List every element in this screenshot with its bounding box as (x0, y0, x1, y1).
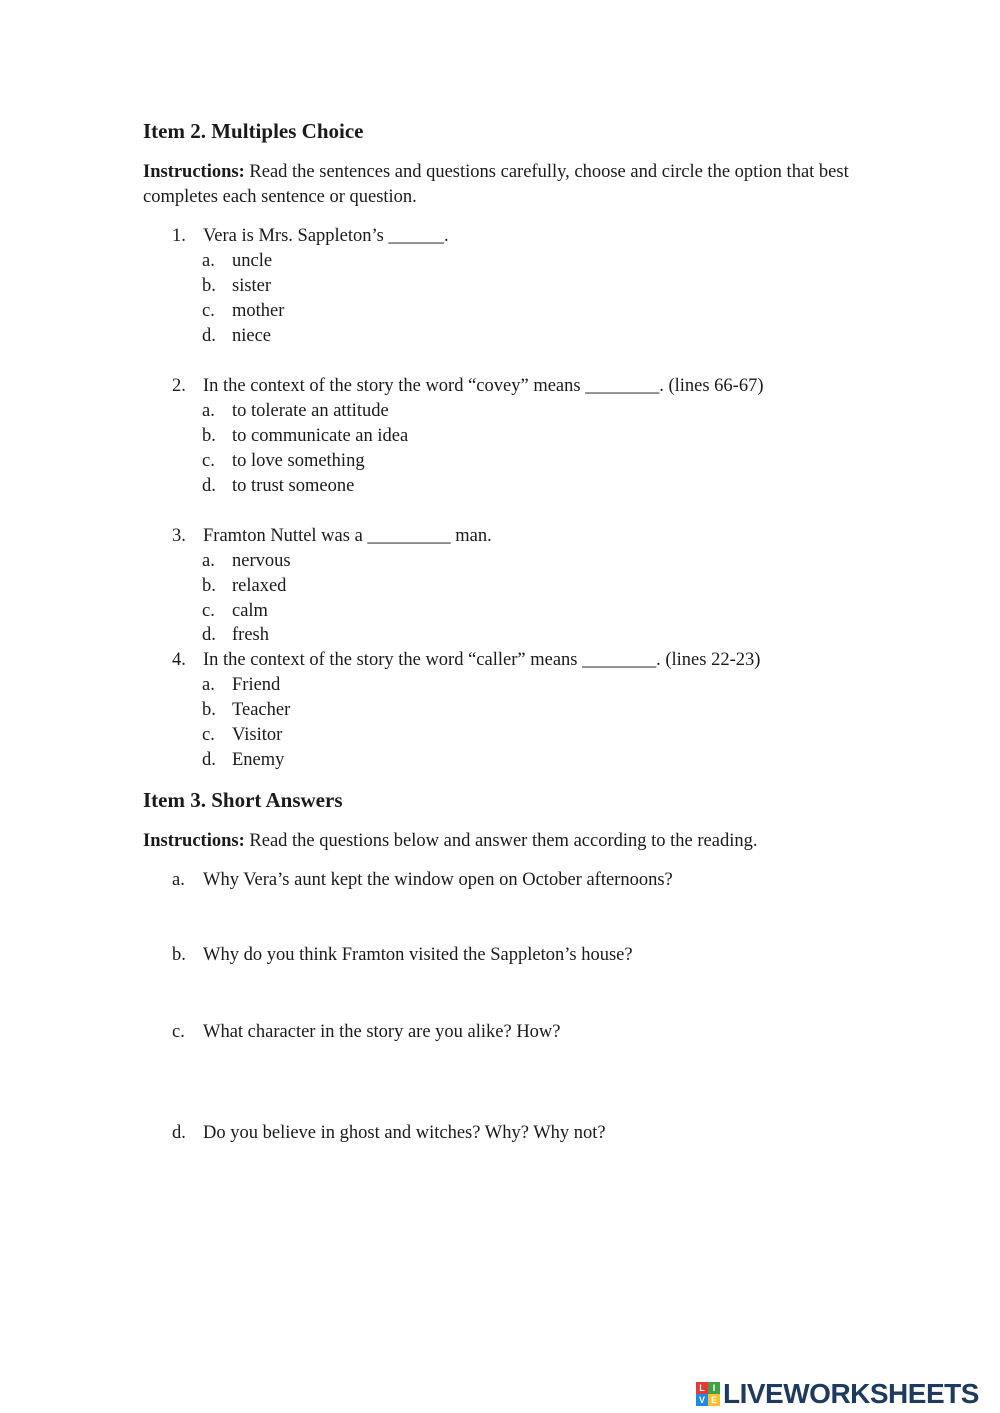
option-3c[interactable] (202, 599, 268, 624)
logo-mark-l: L (696, 1382, 708, 1394)
option-text: Friend (232, 675, 281, 695)
question-letter: d. (172, 1123, 186, 1143)
option-4c[interactable] (202, 723, 282, 748)
short-question-c (172, 1020, 561, 1045)
option-text: nervous (232, 551, 291, 571)
option-2a[interactable] (202, 399, 389, 424)
short-question-a (172, 868, 673, 893)
option-2b[interactable] (202, 424, 408, 449)
section-2-instructions (143, 160, 863, 210)
question-text: Vera is Mrs. Sappleton’s ______. (203, 226, 449, 246)
option-2d[interactable] (202, 474, 354, 499)
instructions-text: Read the questions below and answer them according to the reading. (244, 831, 758, 851)
question-text: What character in the story are you alike? How? (203, 1022, 561, 1042)
option-text: calm (232, 601, 268, 621)
liveworksheets-logo (696, 1378, 979, 1410)
option-text: mother (232, 301, 285, 321)
option-3b[interactable] (202, 574, 286, 599)
option-1b[interactable] (202, 274, 271, 299)
option-text: to communicate an idea (232, 426, 409, 446)
option-letter: c. (202, 725, 215, 745)
question-text: Why Vera’s aunt kept the window open on October afternoons? (203, 870, 673, 890)
option-letter: d. (202, 326, 216, 346)
option-text: to tolerate an attitude (232, 401, 389, 421)
option-letter: a. (202, 675, 215, 695)
section-3-instructions (143, 829, 863, 854)
option-letter: b. (202, 700, 216, 720)
question-letter: c. (172, 1022, 185, 1042)
option-text: relaxed (232, 576, 287, 596)
option-letter: d. (202, 750, 216, 770)
option-1d[interactable] (202, 324, 271, 349)
option-4d[interactable] (202, 748, 284, 773)
option-letter: a. (202, 401, 215, 421)
option-1a[interactable] (202, 249, 272, 274)
option-text: sister (232, 276, 272, 296)
option-text: Enemy (232, 750, 285, 770)
question-text: In the context of the story the word “covey” means ________. (lines 66-67) (203, 376, 764, 396)
option-letter: c. (202, 601, 215, 621)
logo-mark-e: E (708, 1394, 720, 1406)
instructions-text: Read the sentences and questions carefully, choose and circle the option that best completes each sentence or question. (143, 162, 849, 207)
logo-text: LIVEWORKSHEETS (723, 1378, 979, 1409)
option-letter: c. (202, 451, 215, 471)
question-letter: a. (172, 870, 185, 890)
option-letter: c. (202, 301, 215, 321)
option-letter: a. (202, 251, 215, 271)
logo-mark-icon (696, 1382, 720, 1406)
option-letter: b. (202, 426, 216, 446)
question-text: Why do you think Framton visited the Sappleton’s house? (203, 945, 633, 965)
question-4 (172, 648, 760, 673)
option-4a[interactable] (202, 673, 280, 698)
option-text: niece (232, 326, 272, 346)
instructions-label: Instructions: (143, 831, 245, 851)
option-text: to trust someone (232, 476, 355, 496)
short-question-b (172, 943, 633, 968)
option-text: to love something (232, 451, 365, 471)
question-text: In the context of the story the word “caller” means ________. (lines 22-23) (203, 650, 761, 670)
logo-mark-v: V (696, 1394, 708, 1406)
option-text: Visitor (232, 725, 283, 745)
option-text: fresh (232, 625, 269, 645)
question-1 (172, 224, 449, 249)
question-number: 2. (172, 376, 186, 396)
option-3d[interactable] (202, 623, 269, 648)
option-3a[interactable] (202, 549, 291, 574)
section-2-title: Item 2. Multiples Choice (143, 119, 364, 143)
question-text: Framton Nuttel was a _________ man. (203, 526, 492, 546)
section-3-title: Item 3. Short Answers (143, 788, 343, 812)
question-3 (172, 524, 492, 549)
question-number: 1. (172, 226, 186, 246)
logo-mark-i: I (708, 1382, 720, 1394)
option-letter: d. (202, 476, 216, 496)
option-letter: b. (202, 576, 216, 596)
question-2 (172, 374, 764, 399)
question-number: 3. (172, 526, 186, 546)
option-4b[interactable] (202, 698, 290, 723)
option-letter: d. (202, 625, 216, 645)
option-2c[interactable] (202, 449, 365, 474)
question-text: Do you believe in ghost and witches? Why? Why not? (203, 1123, 606, 1143)
option-text: uncle (232, 251, 273, 271)
instructions-label: Instructions: (143, 162, 245, 182)
question-number: 4. (172, 650, 186, 670)
option-1c[interactable] (202, 299, 284, 324)
option-text: Teacher (232, 700, 291, 720)
option-letter: a. (202, 551, 215, 571)
question-letter: b. (172, 945, 186, 965)
short-question-d (172, 1121, 606, 1146)
option-letter: b. (202, 276, 216, 296)
